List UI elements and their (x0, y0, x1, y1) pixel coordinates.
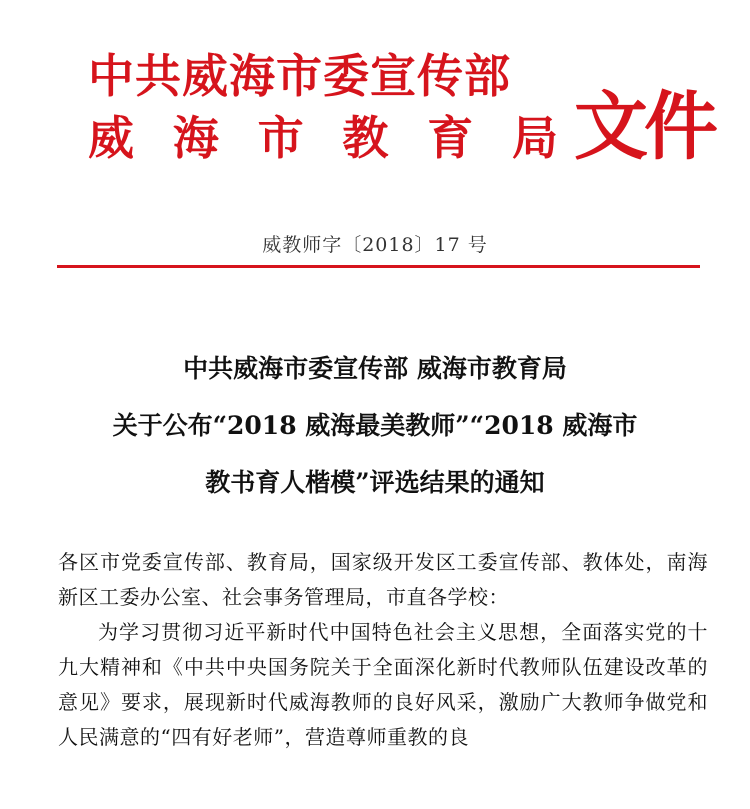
org-char: 海 (172, 111, 219, 165)
title-line-1: 中共威海市委宣传部 威海市教育局 (183, 354, 567, 383)
issuing-org-line-1: 中共威海市委宣传部 (88, 49, 511, 103)
document-word: 文件 (574, 84, 714, 170)
document-title (40, 340, 710, 511)
red-divider-line (57, 265, 700, 268)
addressee: 各区市党委宣传部、教育局，国家级开发区工委宣传部、教体处，南海新区工委办公室、社会事务管理局，市直各学校： (58, 550, 708, 609)
org-char: 教 (342, 111, 389, 165)
issuing-org-line-2 (88, 102, 558, 168)
title-line-2: 关于公布“2018 威海最美教师”“2018 威海市 (112, 411, 638, 440)
document-header (88, 28, 728, 168)
document-number: 威教师字〔2018〕17 号 (262, 234, 488, 256)
org-char: 育 (427, 111, 474, 165)
title-line-3: 教书育人楷模”评选结果的通知 (205, 468, 545, 497)
org-char: 局 (511, 111, 558, 165)
body-paragraph: 为学习贯彻习近平新时代中国特色社会主义思想，全面落实党的十九大精神和《中共中央国务院关于全面深化新时代教师队伍建设改革的意见》要求，展现新时代威海教师的良好风采，激励广大教师争做党和人民满意的“四有好老师”，营造尊师重教的良 (58, 620, 708, 749)
org-char: 威 (88, 111, 134, 165)
org-char: 市 (257, 111, 304, 165)
document-body (58, 545, 708, 755)
